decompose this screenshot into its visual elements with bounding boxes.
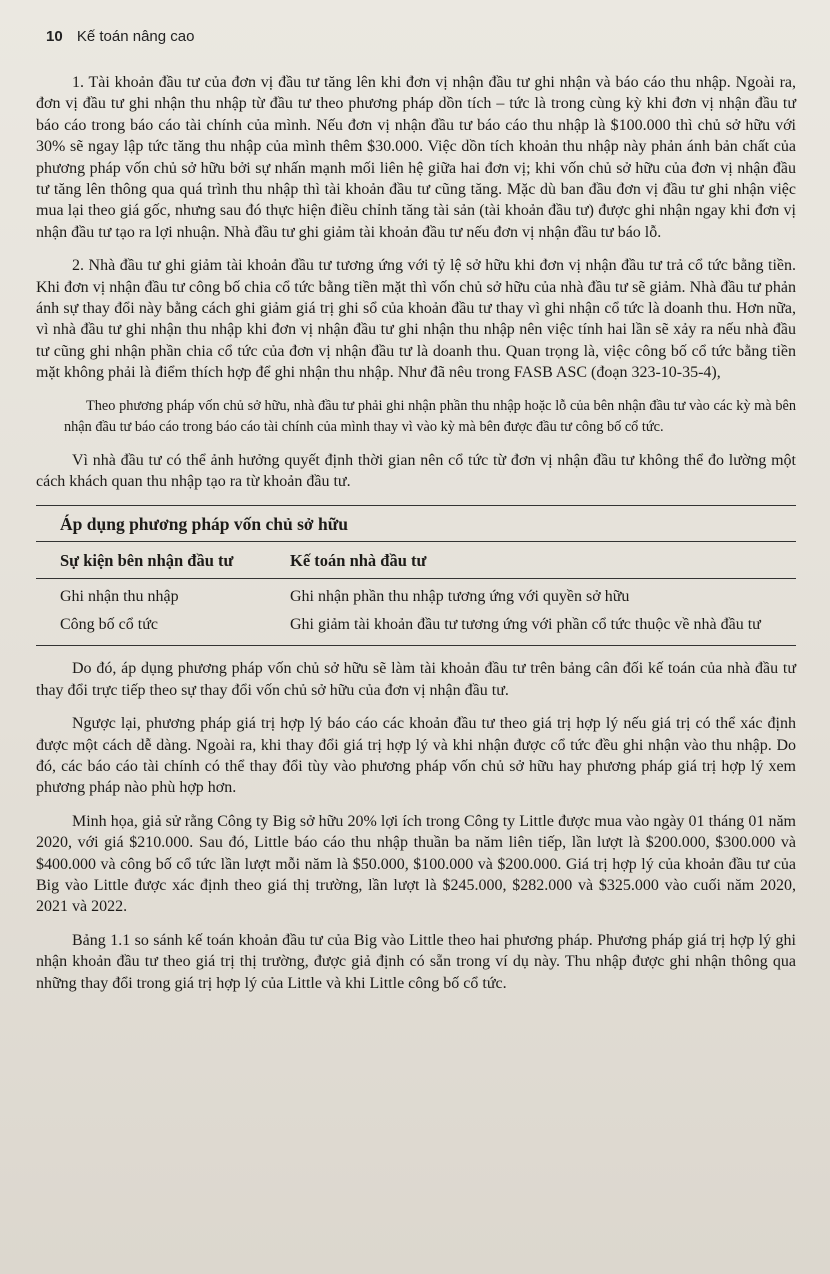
paragraph-4: Do đó, áp dụng phương pháp vốn chủ sở hữu sẽ làm tài khoản đầu tư trên bảng cân đối kế toán của nhà đầu tư thay đổi trực tiếp theo sự thay đổi vốn chủ sở hữu của đơn vị nhận đầu tư. <box>36 660 796 699</box>
running-title: Kế toán nâng cao <box>76 28 195 45</box>
table-header-event: Sự kiện bên nhận đầu tư <box>60 550 234 570</box>
page-number: 10 <box>46 28 63 45</box>
table-row <box>36 607 796 645</box>
equity-method-table <box>36 505 796 647</box>
table-cell-accounting: Ghi nhận phần thu nhập tương ứng với quyền sở hữu <box>290 588 630 606</box>
paragraph-1: 1. Tài khoản đầu tư của đơn vị đầu tư tăng lên khi đơn vị nhận đầu tư ghi nhận và báo cáo thu nhập. Ngoài ra, đơn vị đầu tư ghi nhận thu nhập từ đầu tư theo phương pháp dồn tích – tức là trong cùng kỳ khi đơn vị nhận đầu tư báo cáo trong báo cáo tài chính của mình. Nếu đơn vị nhận đầu tư báo cáo thu nhập là $100.000 thì chủ sở hữu với 30% sẽ ngay lập tức tăng thu nhập của mình thêm $30.000. Việc dồn tích khoản thu nhập này phản ánh bản chất của phương pháp vốn chủ sở hữu bởi sự nhấn mạnh mối liên hệ giữa hai đơn vị; khi vốn chủ sở hữu của đơn vị nhận đầu tư tăng lên thông qua quá trình thu nhập thì tài khoản đầu tư cũng tăng. Mặc dù ban đầu đơn vị đầu tư ghi nhận việc mua lại theo giá gốc, nhưng sau đó thực hiện điều chỉnh tăng tài sản (tài khoản đầu tư) được ghi nhận ngay khi đơn vị nhận đầu tư tạo ra lợi nhuận. Nhà đầu tư ghi giảm tài khoản đầu tư nếu đơn vị nhận đầu tư báo lỗ. <box>36 74 796 241</box>
paragraph-6: Minh họa, giả sử rằng Công ty Big sở hữu 20% lợi ích trong Công ty Little được mua vào ngày 01 tháng 01 năm 2020, với giá $210.000. Sau đó, Little báo cáo thu nhập thuần ba năm liên tiếp, lần lượt là $200.000, $300.000 và $400.000 và công bố cổ tức lần lượt mỗi năm là $50.000, $100.000 và $200.000. Giá trị hợp lý của khoản đầu tư của Big vào Little được xác định theo giá thị trường, lần lượt là $245.000, $282.000 và $325.000 vào cuối năm 2020, 2021 và 2022. <box>36 812 796 916</box>
table-header-row <box>36 542 796 578</box>
paragraph-5: Ngược lại, phương pháp giá trị hợp lý báo cáo các khoản đầu tư theo giá trị hợp lý nếu giá trị có thể xác định được một cách dễ dàng. Ngoài ra, khi thay đổi giá trị hợp lý và khi nhận được cổ tức đều ghi nhận vào thu nhập. Do đó, các báo cáo tài chính có thể thay đổi tùy vào phương pháp vốn chủ sở hữu hay phương pháp giá trị hợp lý xem phương pháp nào phù hợp hơn. <box>36 715 796 797</box>
paragraph-7: Bảng 1.1 so sánh kế toán khoản đầu tư của Big vào Little theo hai phương pháp. Phương pháp giá trị hợp lý ghi nhận khoản đầu tư theo giá trị thị trường, được giả định có sẵn trong ví dụ này. Thu nhập được ghi nhận thông qua những thay đổi trong giá trị hợp lý của Little và khi Little công bố cổ tức. <box>36 931 796 992</box>
table-cell-event: Công bố cổ tức <box>60 616 158 634</box>
paragraph-2: 2. Nhà đầu tư ghi giảm tài khoản đầu tư tương ứng với tỷ lệ sở hữu khi đơn vị nhận đầu tư trả cổ tức bằng tiền. Khi đơn vị nhận đầu tư công bố chia cổ tức bằng tiền mặt thì vốn chủ sở hữu của nhà đầu tư sẽ giảm. Nhà đầu tư phản ánh sự thay đổi này bằng cách ghi giảm giá trị ghi sổ của khoản đầu tư thay vì ghi nhận cổ tức là doanh thu. Hơn nữa, vì nhà đầu tư ghi nhận thu nhập khi đơn vị nhận đầu tư ghi nhận thu nhập nên việc tính hai lần sẽ xảy ra nếu nhà đầu tư cũng ghi nhận phần chia cổ tức của đơn vị nhận đầu tư là doanh thu. Quan trọng là, việc công bố cổ tức bằng tiền mặt không phải là điểm thích hợp để ghi nhận thu nhập. Như đã nêu trong FASB ASC (đoạn 323-10-35-4), <box>36 257 796 382</box>
table-cell-accounting: Ghi giảm tài khoản đầu tư tương ứng với phần cổ tức thuộc về nhà đầu tư <box>290 616 761 634</box>
table-row <box>36 579 796 607</box>
paragraph-3: Vì nhà đầu tư có thể ảnh hưởng quyết định thời gian nên cổ tức từ đơn vị nhận đầu tư không thể đo lường một cách khách quan thu nhập tạo ra từ khoản đầu tư. <box>36 451 796 491</box>
block-quote: Theo phương pháp vốn chủ sở hữu, nhà đầu tư phải ghi nhận phần thu nhập hoặc lỗ của bên nhận đầu tư vào các kỳ mà bên nhận đầu tư báo cáo trong báo cáo tài chính của mình thay vì vào kỳ mà bên được đầu tư công bố cổ tức. <box>64 397 796 435</box>
table-title: Áp dụng phương pháp vốn chủ sở hữu <box>60 513 348 534</box>
table-header-accounting: Kế toán nhà đầu tư <box>290 550 427 570</box>
table-bottom-rule <box>36 645 796 646</box>
page-header <box>46 28 194 45</box>
body-text <box>36 72 796 1006</box>
table-cell-event: Ghi nhận thu nhập <box>60 588 179 606</box>
